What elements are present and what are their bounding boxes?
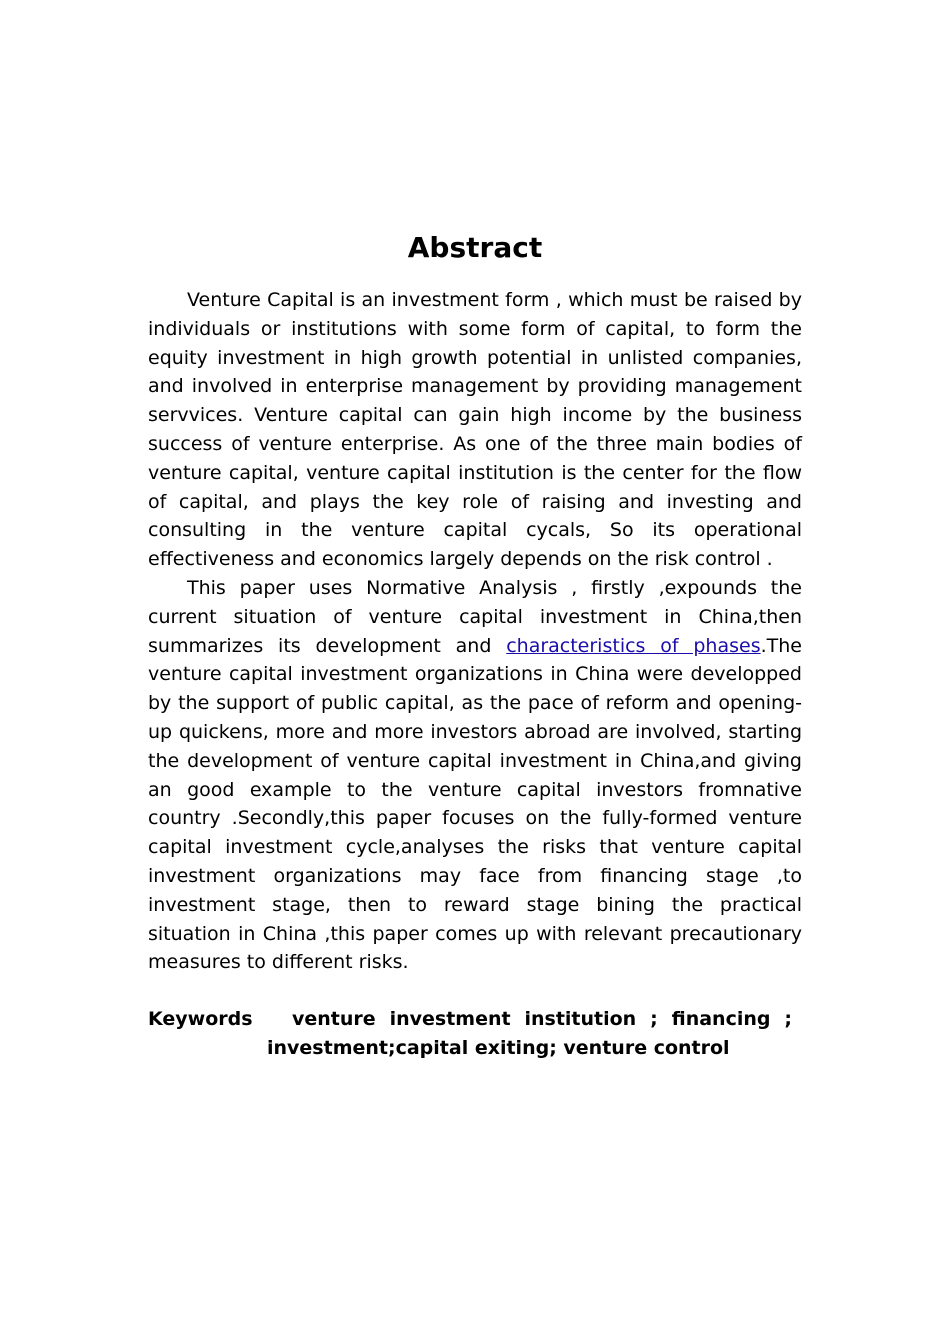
keywords-section bbox=[148, 1005, 802, 1063]
keywords-text-line-2: investment;capital exiting; venture control bbox=[267, 1036, 730, 1059]
characteristics-of-phases-link[interactable]: characteristics of phases bbox=[506, 634, 761, 657]
keywords-label: Keywords bbox=[148, 1008, 253, 1030]
abstract-paragraph-1: Venture Capital is an investment form , which must be raised by individuals or institutions with some form of capital, to form the equity investment in high growth potential in unlisted companies, and involved in enterprise management by providing management servvices. Venture capital can gain high income by the business success of venture enterprise. As one of the three main bodies of venture capital, venture capital institution is the center for the flow of capital, and plays the key role of raising and investing and consulting in the venture capital cycals, So its operational effectiveness and economics largely depends on the risk control . bbox=[148, 289, 802, 571]
keywords-text-line-1: venture investment institution ; financing ; bbox=[292, 1008, 792, 1030]
keywords-line-1 bbox=[148, 1005, 802, 1034]
abstract-paragraph-2 bbox=[148, 574, 802, 977]
abstract-body bbox=[148, 286, 802, 977]
abstract-title: Abstract bbox=[407, 231, 543, 264]
paragraph-2-text-before-link: This paper uses Normative Analysis , firstly ,expounds the current situation of venture capital investment in China,then summarizes its development and bbox=[148, 576, 802, 657]
paragraph-2-text-after-link: .The venture capital investment organizations in China were developped by the support of public capital, as the pace of reform and opening-up quickens, more and more investors abroad are involved, starting the development of venture capital investment in China,and giving an good example to the venture capital investors fromnative country .Secondly,this paper focuses on the fully-formed venture capital investment cycle,analyses the risks that venture capital investment organizations may face from financing stage ,to investment stage, then to reward stage bining the practical situation in China ,this paper comes up with relevant precautionary measures to different risks. bbox=[148, 634, 802, 974]
